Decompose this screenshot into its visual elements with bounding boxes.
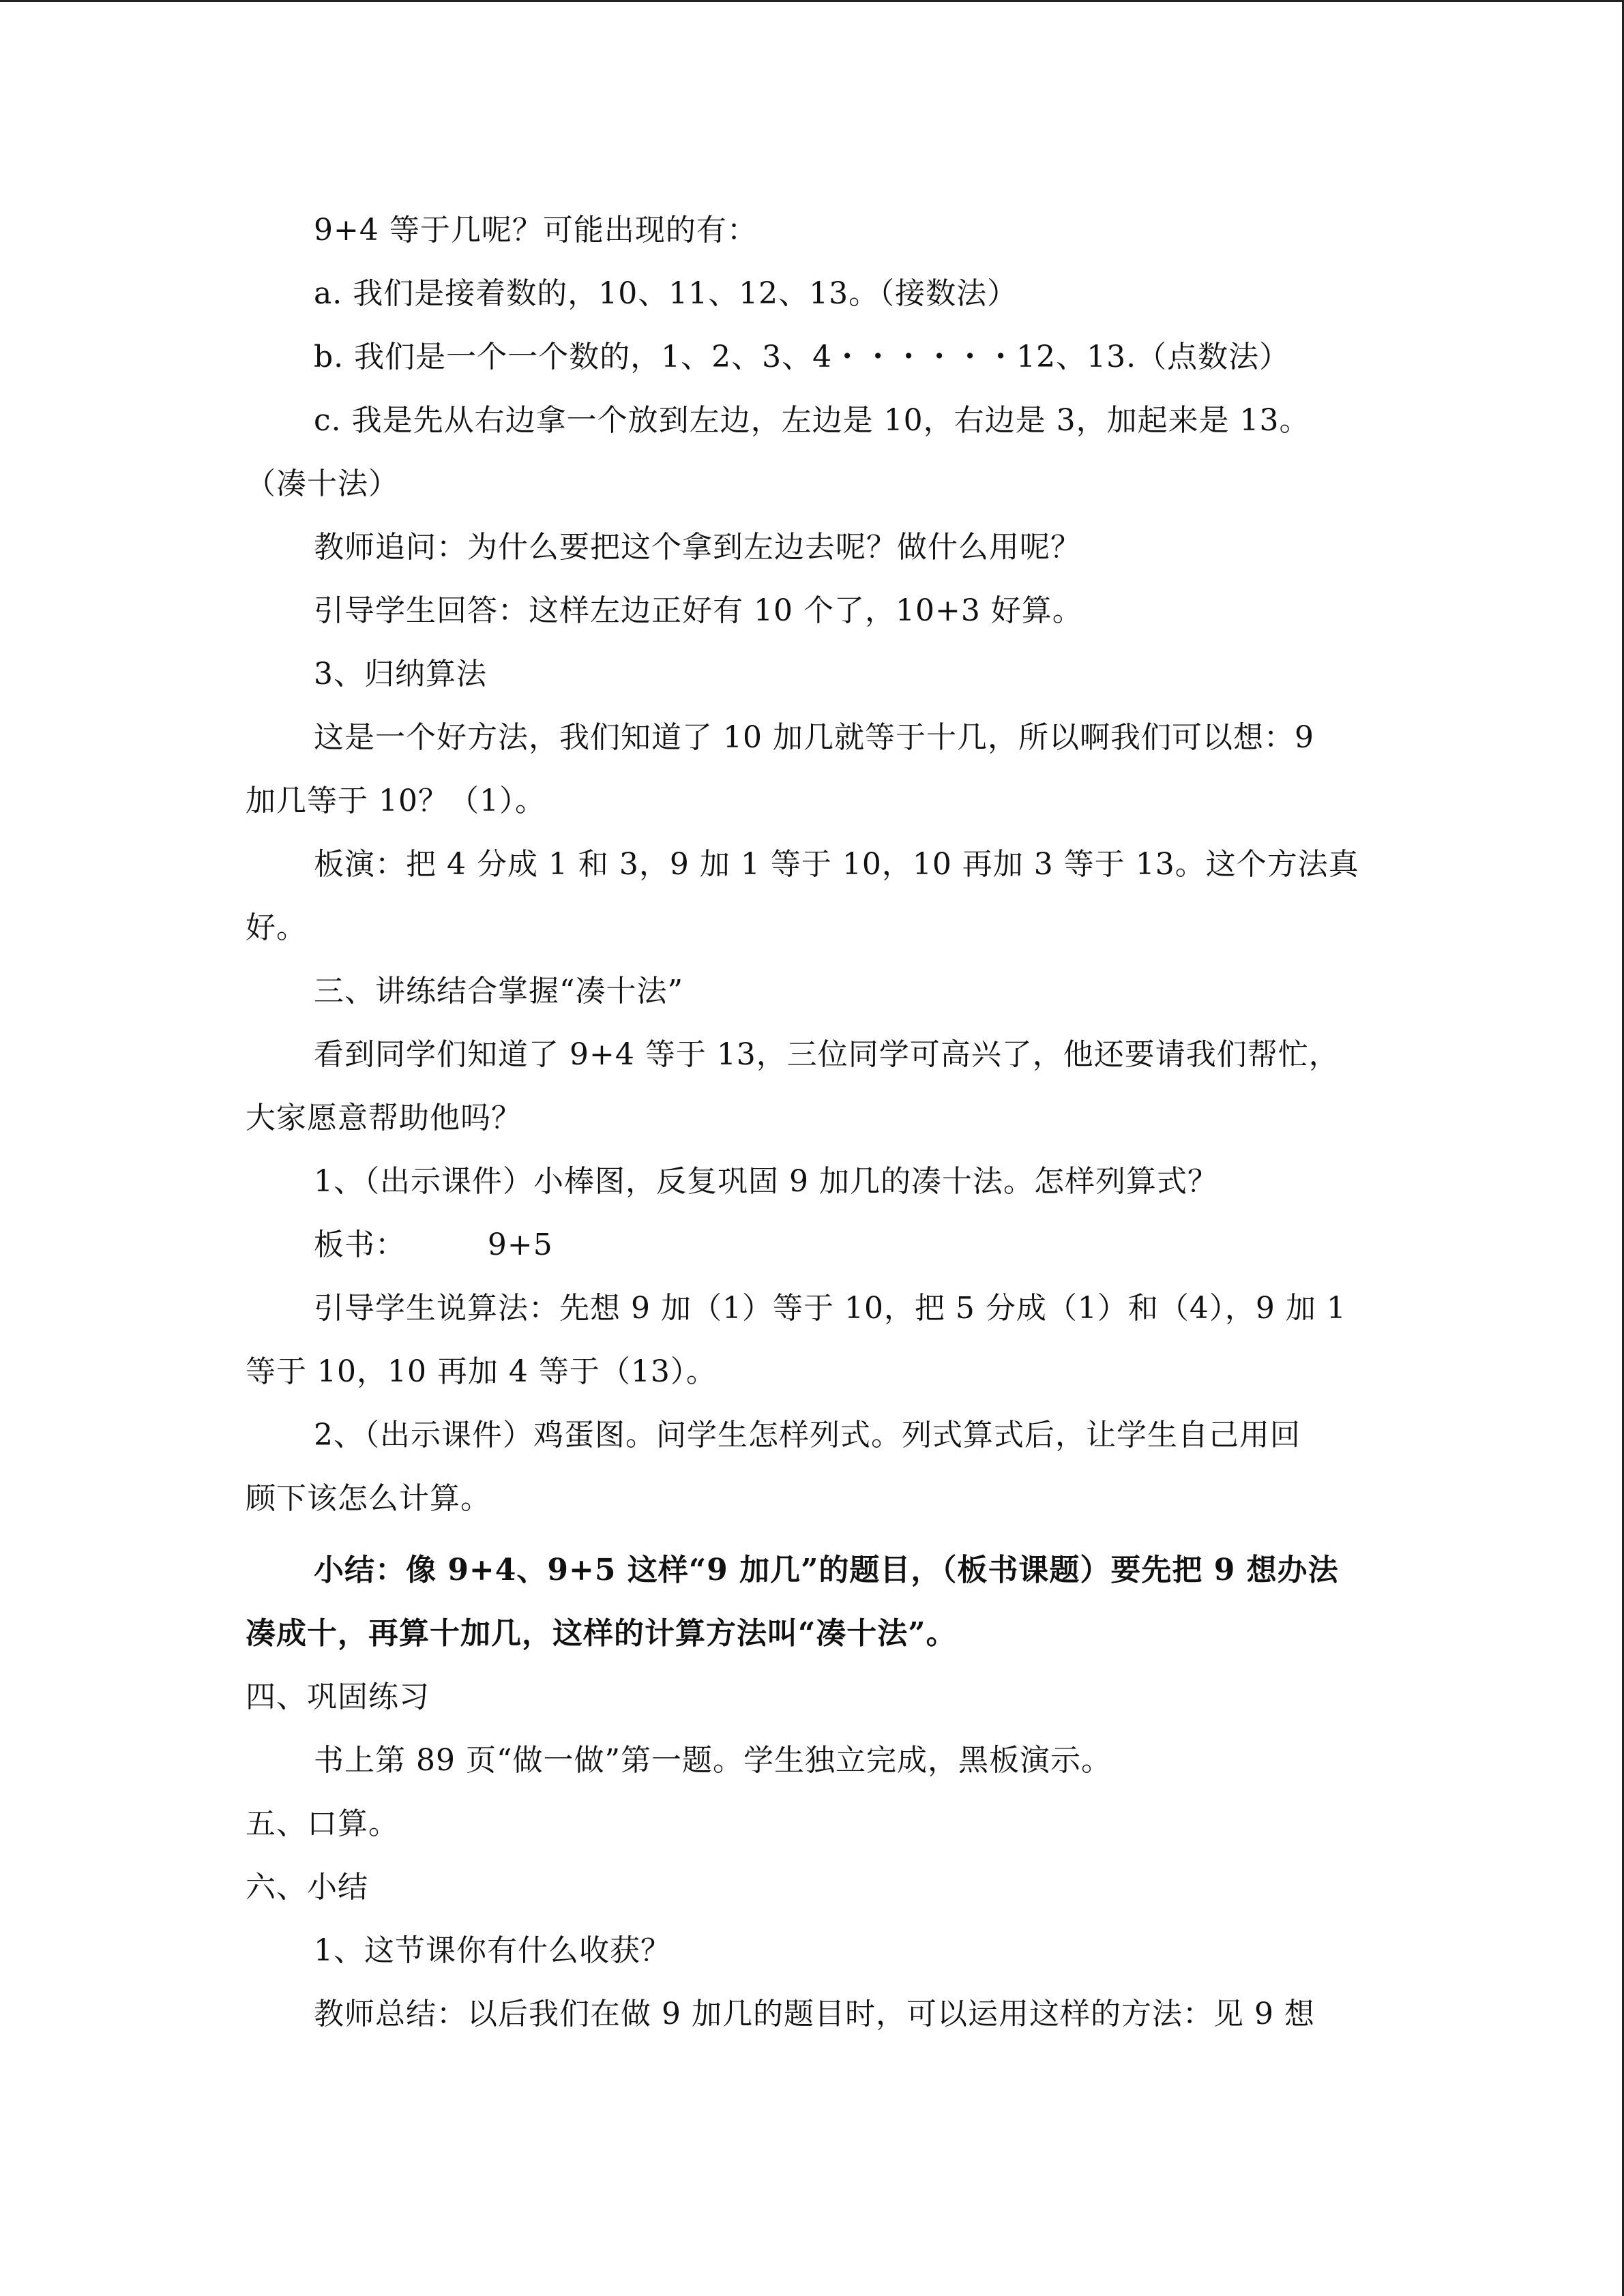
paragraph-line: 等于 10，10 再加 4 等于（13）。 [246, 1354, 717, 1389]
section-heading: 3、归纳算法 [314, 657, 487, 691]
paragraph-line: 教师追问：为什么要把这个拿到左边去呢？做什么用呢？ [314, 530, 1081, 565]
paragraph-line: 看到同学们知道了 9+4 等于 13，三位同学可高兴了，他还要请我们帮忙， [314, 1037, 1340, 1072]
paragraph-line: 加几等于 10？（1）。 [246, 784, 546, 818]
section-heading: 六、小结 [246, 1870, 368, 1905]
summary-line: 小结：像 9+4、9+5 这样“9 加几”的题目，（板书课题）要先把 9 想办法 [314, 1553, 1339, 1587]
summary-line: 凑成十，再算十加几，这样的计算方法叫“凑十法”。 [246, 1616, 957, 1651]
paragraph-line: 1、这节课你有什么收获？ [314, 1933, 671, 1968]
paragraph-line: 书上第 89 页“做一做”第一题。学生独立完成，黑板演示。 [314, 1743, 1112, 1778]
paragraph-line: b. 我们是一个一个数的，1、2、3、4・・・・・・12、13.（点数法） [314, 340, 1290, 374]
paragraph-line: 板演：把 4 分成 1 和 3，9 加 1 等于 10，10 再加 3 等于 13。这个方法真 [314, 847, 1359, 882]
paragraph-line: 引导学生回答：这样左边正好有 10 个了，10+3 好算。 [314, 593, 1083, 628]
paragraph-line: 引导学生说算法：先想 9 加（1）等于 10，把 5 分成（1）和（4），9 加 1 [314, 1291, 1346, 1326]
paragraph-line: 这是一个好方法，我们知道了 10 加几就等于十几，所以啊我们可以想：9 [314, 720, 1314, 755]
paragraph-line: 2、（出示课件）鸡蛋图。问学生怎样列式。列式算式后，让学生自己用回 [314, 1418, 1301, 1452]
paragraph-line: 板书： 9+5 [314, 1227, 553, 1262]
paragraph-line: 顾下该怎么计算。 [246, 1481, 491, 1516]
section-heading: 三、讲练结合掌握“凑十法” [314, 974, 683, 1009]
paragraph-line: （凑十法） [246, 466, 399, 501]
section-heading: 四、巩固练习 [246, 1680, 430, 1714]
paragraph-line: a. 我们是接着数的，10、11、12、13。（接数法） [314, 276, 1018, 311]
paragraph-line: 大家愿意帮助他吗？ [246, 1101, 522, 1135]
paragraph-line: 教师总结：以后我们在做 9 加几的题目时，可以运用这样的方法：见 9 想 [314, 1997, 1315, 2031]
paragraph-line: 9+4 等于几呢？可能出现的有： [314, 213, 758, 248]
paragraph-line: 1、（出示课件）小棒图，反复巩固 9 加几的凑十法。怎样列算式？ [314, 1164, 1218, 1199]
paragraph-line: c. 我是先从右边拿一个放到左边，左边是 10，右边是 3，加起来是 13。 [314, 403, 1310, 438]
section-heading: 五、口算。 [246, 1806, 399, 1841]
paragraph-line: 好。 [246, 910, 307, 945]
